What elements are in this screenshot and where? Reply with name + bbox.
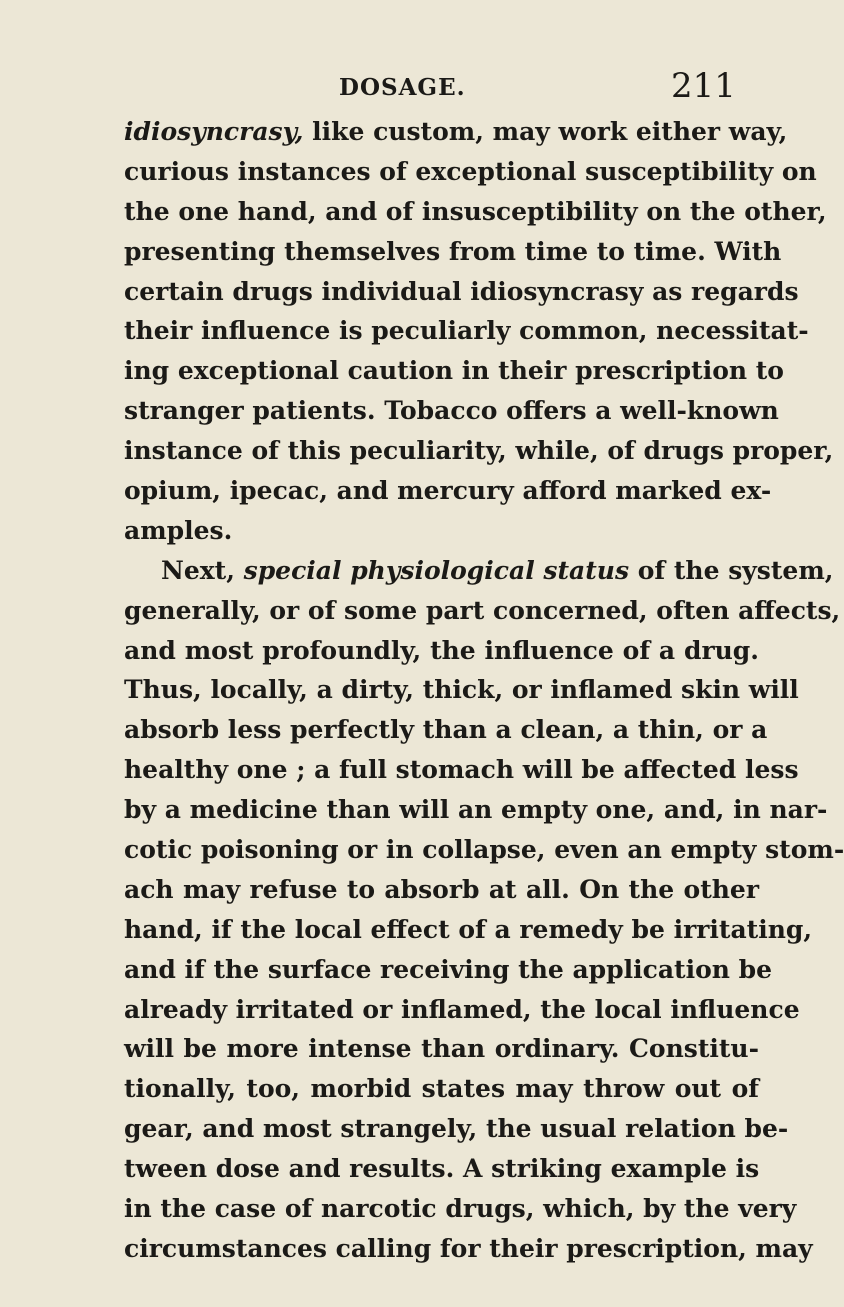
text-line: absorb less perfectly than a clean, a thin, or a (124, 715, 768, 745)
text-line: cotic poisoning or in collapse, even an empty stom- (124, 835, 844, 865)
text-line: by a medicine than will an empty one, and, in nar- (124, 795, 828, 825)
text-line: gear, and most strangely, the usual relation be- (124, 1114, 789, 1144)
text-line: idiosyncrasy, like custom, may work either way, (124, 117, 788, 146)
text-line: already irritated or inflamed, the local influence (124, 994, 800, 1024)
italic-term: idiosyncrasy, (124, 117, 304, 146)
body-text (124, 112, 844, 1269)
page-number: 211 (671, 66, 736, 106)
italic-term: special physiological status (243, 555, 630, 585)
text-line: presenting themselves from time to time. With (124, 236, 782, 266)
text-line: circumstances calling for their prescription, may (124, 1233, 813, 1263)
text-line: ing exceptional caution in their prescription to (124, 356, 784, 386)
page-header (0, 64, 800, 110)
text-line: instance of this peculiarity, while, of drugs proper, (124, 436, 834, 466)
text-line: ach may refuse to absorb at all. On the other (124, 874, 759, 904)
text-line: and most profoundly, the influence of a drug. (124, 635, 759, 665)
text-line: tween dose and results. A striking example is (124, 1154, 760, 1184)
text-line: amples. (124, 515, 233, 545)
text-line: healthy one ; a full stomach will be affected less (124, 755, 799, 785)
text-line: the one hand, and of insusceptibility on the other, (124, 196, 827, 226)
text-line: curious instances of exceptional susceptibility on (124, 156, 817, 186)
text-line: generally, or of some part concerned, often affects, (124, 595, 841, 625)
text-line: and if the surface receiving the application be (124, 954, 773, 984)
paragraph-physiological-status (124, 551, 844, 1269)
text-line: Thus, locally, a dirty, thick, or inflamed skin will (124, 675, 799, 705)
text-line: opium, ipecac, and mercury afford marked ex- (124, 476, 772, 506)
text-line: will be more intense than ordinary. Constitu- (124, 1034, 759, 1064)
text-line: their influence is peculiarly common, necessitat- (124, 316, 809, 346)
paragraph-idiosyncrasy (124, 112, 834, 551)
text-line: certain drugs individual idiosyncrasy as regards (124, 276, 799, 306)
text-line: hand, if the local effect of a remedy be irritating, (124, 914, 813, 944)
text-line: stranger patients. Tobacco offers a well-known (124, 396, 779, 426)
running-head: DOSAGE. (339, 74, 466, 101)
text-line: in the case of narcotic drugs, which, by the very (124, 1194, 797, 1224)
text-line: Next, special physiological status of the system, (161, 555, 834, 585)
text-line: tionally, too, morbid states may throw out of (124, 1074, 759, 1104)
